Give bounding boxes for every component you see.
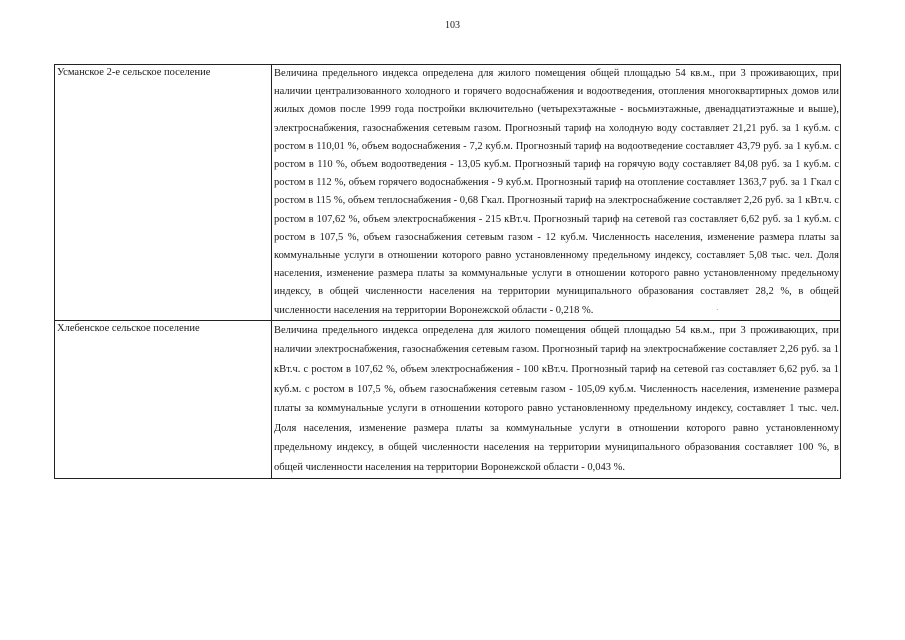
settlements-table [54,64,841,479]
table-row [55,65,841,321]
table-row [55,320,841,478]
settlement-description: Величина предельного индекса определена для жилого помещения общей площадью 54 кв.м., при 3 проживающих, при наличии электроснабжения, газоснабжения сетевым газом. Прогнозный тариф на электроснабжение составляет 2,26 руб. за 1 кВт.ч. с ростом в 107,62 %, объем электроснабжения - 100 кВт.ч. Прогнозный тариф на сетевой газ составляет 6,62 руб. за 1 куб.м. с ростом в 107,5 %, объем газоснабжения сетевым газом - 105,09 куб.м. Численность населения, изменение размера платы за коммунальные услуги в отношении которого равно установленному предельному индексу, составляет 1 тыс. чел. Доля населения, изменение размера платы за коммунальные услуги в отношении которого равно установленному предельному индексу, в общей численности населения на территории муниципального образования составляет 100 %, в общей численности населения на территории Воронежской области - 0,043 %. [274,324,839,473]
settlement-description-cell [272,65,841,321]
settlement-description: Величина предельного индекса определена для жилого помещения общей площадью 54 кв.м., при 3 проживающих, при наличии централизованного холодного и горячего водоснабжения и водоотведения, отопления многоквартирных домов или жилых домов после 1999 года постройки включительно (четырехэтажные - восьмиэтажные, двенадцатиэтажные и выше), электроснабжения, газоснабжения сетевым газом. Прогнозный тариф на холодную воду составляет 21,21 руб. за 1 куб.м. с ростом в 110,01 %, объем водоснабжения - 7,2 куб.м. Прогнозный тариф на водоотведение составляет 43,79 руб. за 1 куб.м. с ростом в 110 %, объем водоотведения - 13,05 куб.м. Прогнозный тариф на горячую воду составляет 84,08 руб. за 1 куб.м. с ростом в 112 %, объем горячего водоснабжения - 9 куб.м. Прогнозный тариф на отопление составляет 1363,7 руб. за 1 Гкал с ростом в 115 %, объем теплоснабжения - 0,68 Гкал. Прогнозный тариф на электроснабжение составляет 2,26 руб. за 1 кВт.ч. с ростом в 107,62 %, объем электроснабжения - 215 кВт.ч. Прогнозный тариф на сетевой газ составляет 6,62 руб. за 1 куб.м. с ростом в 107,5 %, объем газоснабжения сетевым газом - 12 куб.м. Численность населения, изменение размера платы за коммунальные услуги в отношении которого равно установленному предельному индексу, составляет 5,08 тыс. чел. Доля населения, изменение размера платы за коммунальные услуги в отношении которого равно установленному предельному индексу, в общей численности населения на территории муниципального образования составляет 28,2 %, в общей численности населения на территории Воронежской области - 0,218 %. [274,68,839,316]
page-number: 103 [445,20,460,31]
settlement-name: Хлебенское сельское поселение [55,320,272,478]
stray-mark: ˙ [716,308,719,316]
settlement-description-cell [272,320,841,478]
settlement-name: Усманское 2-е сельское поселение [55,65,272,321]
